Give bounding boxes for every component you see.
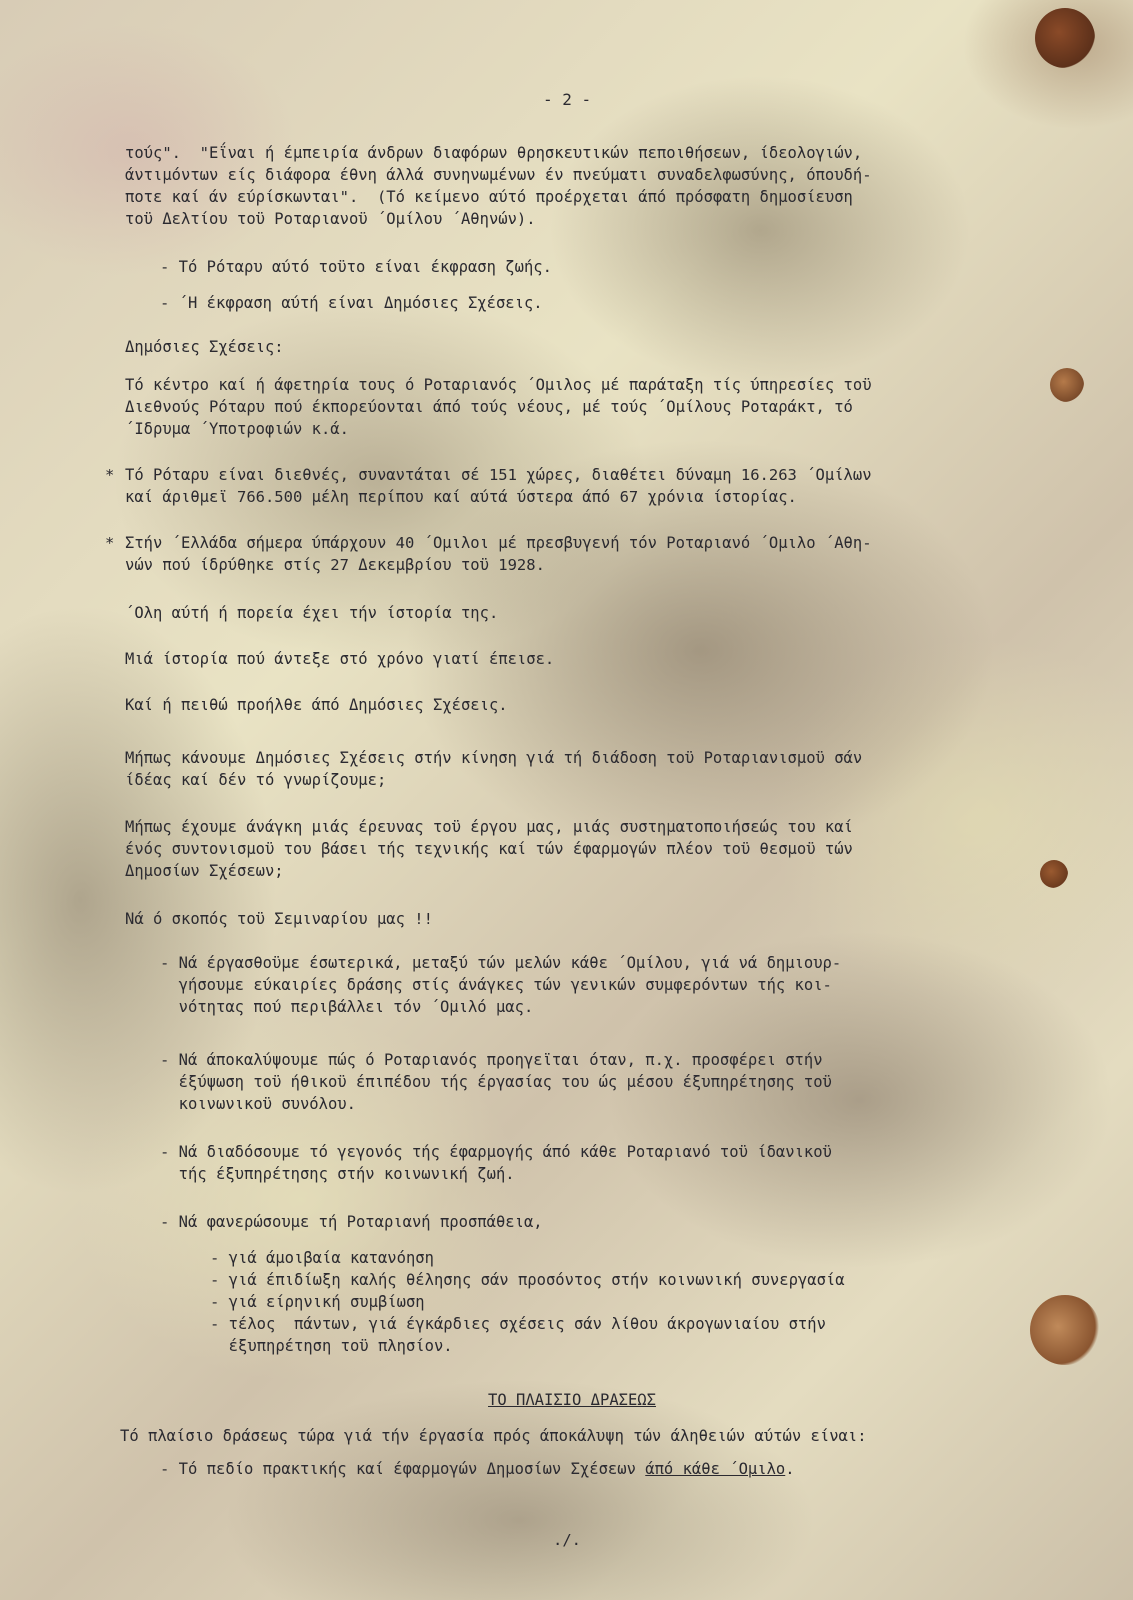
stain-right-middle	[1040, 860, 1068, 888]
text-line: Νά ό σκοπός τοϋ Σεμιναρίου μας !!	[125, 910, 433, 928]
bullet2-line: έξύψωση τοϋ ήθικοϋ έπιπέδου τής έργασίας του ώς μέσου έξυπηρέτησης τοϋ	[160, 1073, 832, 1091]
para1-line: τοϋ Δελτίου τοϋ Ροταριανοϋ ΄Ομίλου ΄Αθηνών).	[125, 210, 536, 228]
last-line-prefix: - Τό πεδίο πρακτικής καί έφαρμογών Δημοσίων Σχέσεων	[160, 1460, 646, 1478]
continuation-mark: ./.	[553, 1531, 581, 1549]
dash-line: - Τό Ρόταρυ αύτό τοϋτο είναι έκφραση ζωής.	[160, 258, 552, 276]
bullet2-line: κοινωνικοϋ συνόλου.	[160, 1095, 356, 1113]
text-line: Μιά ίστορία πού άντεξε στό χρόνο γιατί έπεισε.	[125, 650, 555, 668]
bullet4-line: - Νά φανερώσουμε τή Ροταριανή προσπάθεια,	[160, 1213, 543, 1231]
para2-line: Τό κέντρο καί ή άφετηρία τους ό Ροταριανός ΄Ομιλος μέ παράταξη τίς ύπηρεσίες τοϋ	[125, 376, 872, 394]
sub-bullet-line: - τέλος πάντων, γιά έγκάρδιες σχέσεις σάν λίθου άκρογωνιαίου στήν	[210, 1315, 826, 1333]
stain-right-upper	[1050, 368, 1084, 402]
bullet3-line: - Νά διαδόσουμε τό γεγονός τής έφαρμογής άπό κάθε Ροταριανό τοϋ ίδανικοϋ	[160, 1143, 832, 1161]
para5-line: Τό πλαίσιο δράσεως τώρα γιά τήν έργασία πρός άποκάλυψη τών άληθειών αύτών είναι:	[120, 1427, 867, 1445]
para1-line: τούς". "Εΐναι ή έμπειρία άνδρων διαφόρων θρησκευτικών πεποιθήσεων, ίδεολογιών,	[125, 144, 863, 162]
page-number: - 2 -	[543, 90, 592, 109]
para3-line: ίδέας καί δέν τό γνωρίζουμε;	[125, 771, 387, 789]
bullet1-line: - Νά έργασθοϋμε έσωτερικά, μεταξύ τών μελών κάθε ΄Ομίλου, γιά νά δημιουρ-	[160, 954, 842, 972]
dash-line: - ΄Η έκφραση αύτή είναι Δημόσιες Σχέσεις.	[160, 294, 543, 312]
section-title: ΤΟ ΠΛΑΙΣΙΟ ΔΡΑΣΕΩΣ	[488, 1391, 656, 1409]
star2-line: Στήν ΄Ελλάδα σήμερα ύπάρχουν 40 ΄Ομιλοι μέ πρεσβυγενή τόν Ροταριανό ΄Ομιλο ΄Αθη-	[125, 534, 872, 552]
sub-bullet-line: - γιά άμοιβαία κατανόηση	[210, 1249, 434, 1267]
text-line: ΄Ολη αύτή ή πορεία έχει τήν ίστορία της.	[125, 604, 499, 622]
para1-line: άντιμόντων είς διάφορα έθνη άλλά συνηνωμένων έν πνεύματι συναδελφωσύνης, όπουδή-	[125, 166, 872, 184]
stain-top-right	[1035, 8, 1095, 68]
para2-line: Διεθνούς Ρόταρυ πού έκπορεύονται άπό τούς νέους, μέ τούς ΄Ομίλους Ροταράκτ, τό	[125, 398, 853, 416]
last-line	[160, 1459, 795, 1479]
last-line-underlined: άπό κάθε ΄Ομιλο	[645, 1460, 786, 1478]
star1-line: Τό Ρόταρυ είναι διεθνές, συναντάται σέ 151 χώρες, διαθέτει δύναμη 16.263 ΄Ομίλων	[125, 466, 872, 484]
bullet3-line: τής έξυπηρέτησης στήν κοινωνική ζωή.	[160, 1165, 515, 1183]
section-heading: Δημόσιες Σχέσεις:	[125, 338, 284, 356]
sub-bullet-line: - γιά έπιδίωξη καλής θέλησης σάν προσόντος στήν κοινωνική συνεργασία	[210, 1271, 845, 1289]
asterisk: *	[105, 466, 115, 484]
sub-bullet-line: - γιά είρηνική συμβίωση	[210, 1293, 425, 1311]
sub-bullet-line: έξυπηρέτηση τοϋ πλησίον.	[210, 1337, 453, 1355]
stain-right-lower	[1030, 1295, 1100, 1365]
para1-line: ποτε καί άν εύρίσκωνται". (Τό κείμενο αύτό προέρχεται άπό πρόσφατη δημοσίευση	[125, 188, 853, 206]
bullet2-line: - Νά άποκαλύψουμε πώς ό Ροταριανός προηγεϊται όταν, π.χ. προσφέρει στήν	[160, 1051, 823, 1069]
asterisk: *	[105, 534, 115, 552]
para4-line: Δημοσίων Σχέσεων;	[125, 862, 284, 880]
para4-line: Μήπως έχουμε άνάγκη μιάς έρευνας τοϋ έργου μας, μιάς συστηματοποιήσεώς του καί	[125, 818, 853, 836]
text-line: Καί ή πειθώ προήλθε άπό Δημόσιες Σχέσεις.	[125, 696, 508, 714]
bullet1-line: γήσουμε εύκαιρίες δράσης στίς άνάγκες τών γενικών συμφερόντων τής κοι-	[160, 976, 832, 994]
para4-line: ένός συντονισμοϋ του βάσει τής τεχνικής καί τών έφαρμογών πλέον τοϋ θεσμοϋ τών	[125, 840, 853, 858]
star1-line: καί άριθμεϊ 766.500 μέλη περίπου καί αύτά ύστερα άπό 67 χρόνια ίστορίας.	[125, 488, 797, 506]
para3-line: Μήπως κάνουμε Δημόσιες Σχέσεις στήν κίνηση γιά τή διάδοση τοϋ Ροταριανισμοϋ σάν	[125, 749, 863, 767]
star2-line: νών πού ίδρύθηκε στίς 27 Δεκεμβρίου τοϋ 1928.	[125, 556, 545, 574]
para2-line: ΄Ιδρυμα ΄Υποτροφιών κ.ά.	[125, 420, 349, 438]
bullet1-line: νότητας πού περιβάλλει τόν ΄Ομιλό μας.	[160, 998, 534, 1016]
last-line-suffix: .	[785, 1460, 795, 1478]
